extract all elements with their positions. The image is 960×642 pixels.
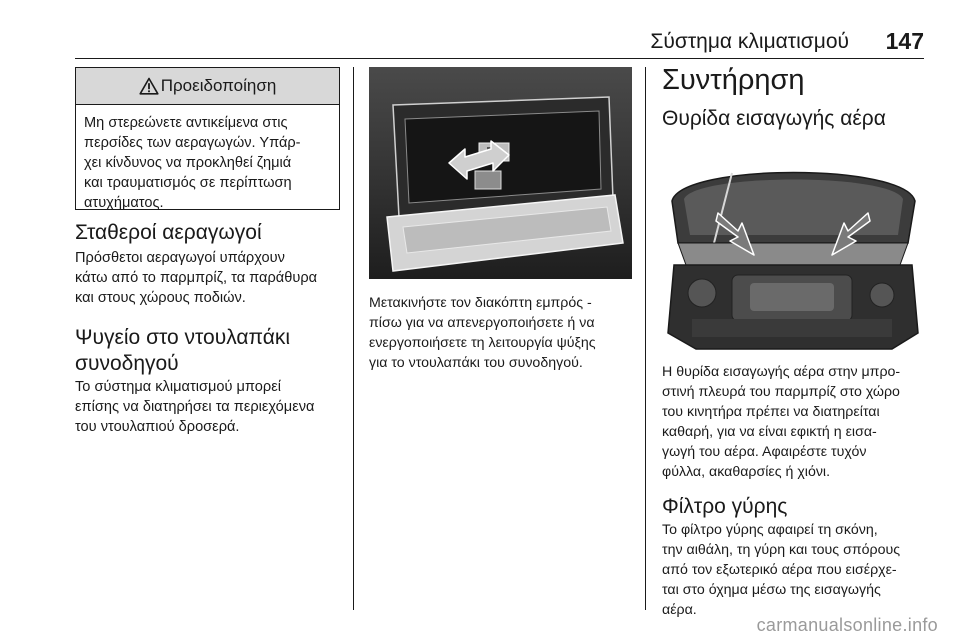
text-line: την αιθάλη, τη γύρη και τους σπόρους (662, 542, 901, 558)
heading-line: συνοδηγού (75, 352, 179, 375)
engine-bay-figure (662, 143, 925, 355)
text-line: καθαρή, για να είναι εφικτή η εισα- (662, 424, 877, 440)
engine-bay-illustration (662, 143, 925, 355)
warning-title: Προειδοποίηση (160, 76, 277, 95)
heading-line: Ψυγείο στο ντουλαπάκι (75, 326, 291, 349)
text-line: ται στο όχημα μέσω της εισαγωγής (662, 582, 881, 598)
page-header (75, 26, 924, 59)
text-line: στινή πλευρά του παρμπρίζ στο χώρο (662, 384, 900, 400)
warning-box (75, 67, 340, 210)
text-line: Το φίλτρο γύρης αφαιρεί τη σκόνη, (662, 522, 878, 538)
section-title: Σύστημα κλιματισμού (650, 30, 849, 53)
caption-line: για το ντουλαπάκι του συνοδηγού. (369, 355, 583, 371)
fixed-vents-text (75, 248, 317, 308)
glovebox-illustration (369, 67, 632, 279)
text-line: και στους χώρους ποδιών. (75, 290, 246, 306)
air-intake-text (662, 362, 900, 482)
warning-line: και τραυματισμός σε περίπτωση (84, 175, 292, 191)
column-divider (353, 67, 354, 610)
caption-line: Μετακινήστε τον διακόπτη εμπρός - (369, 295, 592, 311)
text-line: από τον εξωτερικό αέρα που εισέρχε- (662, 562, 897, 578)
glovebox-switch-figure (369, 67, 632, 279)
heading-glovebox-cooling (75, 325, 290, 377)
warning-title-bar (76, 68, 339, 105)
heading-maintenance: Συντήρηση (662, 64, 805, 96)
warning-line: περσίδες των αεραγωγών. Υπάρ- (84, 135, 301, 151)
text-line: αέρα. (662, 602, 697, 618)
text-line: φύλλα, ακαθαρσίες ή χιόνι. (662, 464, 831, 480)
glovebox-cooling-text (75, 377, 314, 437)
text-line: του κινητήρα πρέπει να διατηρείται (662, 404, 880, 420)
text-line: γωγή του αέρα. Αφαιρέστε τυχόν (662, 444, 867, 460)
heading-fixed-vents: Σταθεροί αεραγωγοί (75, 221, 262, 244)
heading-pollen-filter: Φίλτρο γύρης (662, 495, 788, 518)
caption-line: πίσω για να απενεργοποιήσετε ή να (369, 315, 595, 331)
column-divider (645, 67, 646, 610)
watermark: carmanualsonline.info (756, 615, 938, 635)
pollen-filter-text (662, 520, 900, 620)
text-line: επίσης να διατηρήσει τα περιεχόμενα (75, 399, 315, 415)
warning-line: ατυχήματος. (84, 195, 164, 211)
warning-line: Μη στερεώνετε αντικείμενα στις (84, 115, 288, 131)
text-line: Η θυρίδα εισαγωγής αέρα στην μπρο- (662, 364, 901, 380)
warning-triangle-icon (139, 77, 159, 95)
glovebox-caption (369, 293, 596, 373)
text-line: κάτω από το παρμπρίζ, τα παράθυρα (75, 270, 318, 286)
heading-air-intake: Θυρίδα εισαγωγής αέρα (662, 107, 886, 130)
warning-text (76, 105, 339, 213)
warning-line: χει κίνδυνος να προκληθεί ζημιά (84, 155, 292, 171)
text-line: του ντουλαπιού δροσερά. (75, 419, 240, 435)
page-number: 147 (885, 28, 924, 54)
caption-line: ενεργοποιήσετε τη λειτουργία ψύξης (369, 335, 596, 351)
text-line: Πρόσθετοι αεραγωγοί υπάρχουν (75, 250, 285, 266)
text-line: Το σύστημα κλιματισμού μπορεί (75, 379, 281, 395)
